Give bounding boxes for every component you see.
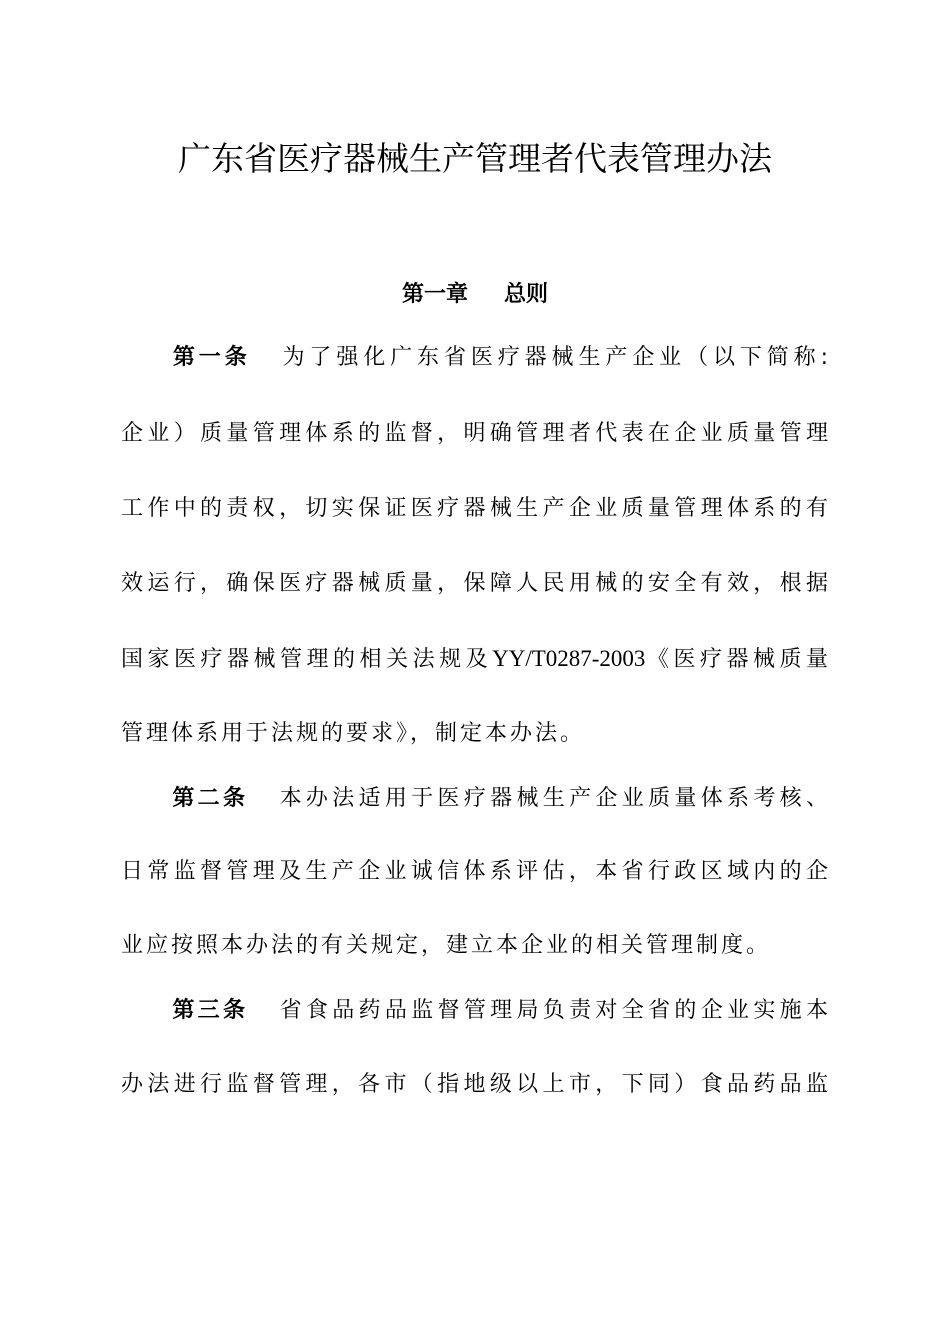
article-1-line-6: 管理体系用于法规的要求》，制定本办法。 (121, 721, 586, 746)
article-3-line-1 (121, 973, 831, 1049)
document-title: 广东省医疗器械生产管理者代表管理办法 (178, 139, 772, 178)
article-1-line-3: 工作中的责权，切实保证医疗器械生产企业质量管理体系的有 (121, 496, 831, 521)
article-1-line-4: 效运行，确保医疗器械质量，保障人民用械的安全有效，根据 (121, 571, 831, 596)
standard-code: YY/T0287-2003 (492, 646, 646, 671)
article-3-text: 省食品药品监督管理局负责对全省的企业实施本 (278, 998, 831, 1023)
chapter-name: 总则 (504, 282, 549, 307)
article-1-text: 为了强化广东省医疗器械生产企业（以下简称: (280, 345, 831, 370)
article-3-label: 第三条 (171, 998, 249, 1023)
article-1-label: 第一条 (171, 345, 251, 370)
article-2-line-1 (121, 761, 831, 837)
article-1-line-1 (121, 320, 831, 396)
article-3-line-2: 办法进行监督管理，各市（指地级以上市，下同）食品药品监 (121, 1072, 831, 1097)
chapter-heading (0, 278, 950, 312)
article-2-line-2: 日常监督管理及生产企业诚信体系评估，本省行政区域内的企 (121, 859, 831, 884)
article-2-text: 本办法适用于医疗器械生产企业质量体系考核、 (278, 786, 831, 811)
article-1-line-5 (121, 621, 831, 698)
chapter-number: 第一章 (401, 282, 468, 307)
article-1-text-part: 国家医疗器械管理的相关法规及 (121, 647, 493, 672)
standard-title-start: 《医疗器械质量 (645, 647, 831, 672)
article-1-line-2: 企业）质量管理体系的监督，明确管理者代表在企业质量管理 (121, 421, 831, 446)
article-2-label: 第二条 (171, 786, 249, 811)
article-2-line-3: 业应按照本办法的有关规定，建立本企业的相关管理制度。 (121, 933, 772, 958)
